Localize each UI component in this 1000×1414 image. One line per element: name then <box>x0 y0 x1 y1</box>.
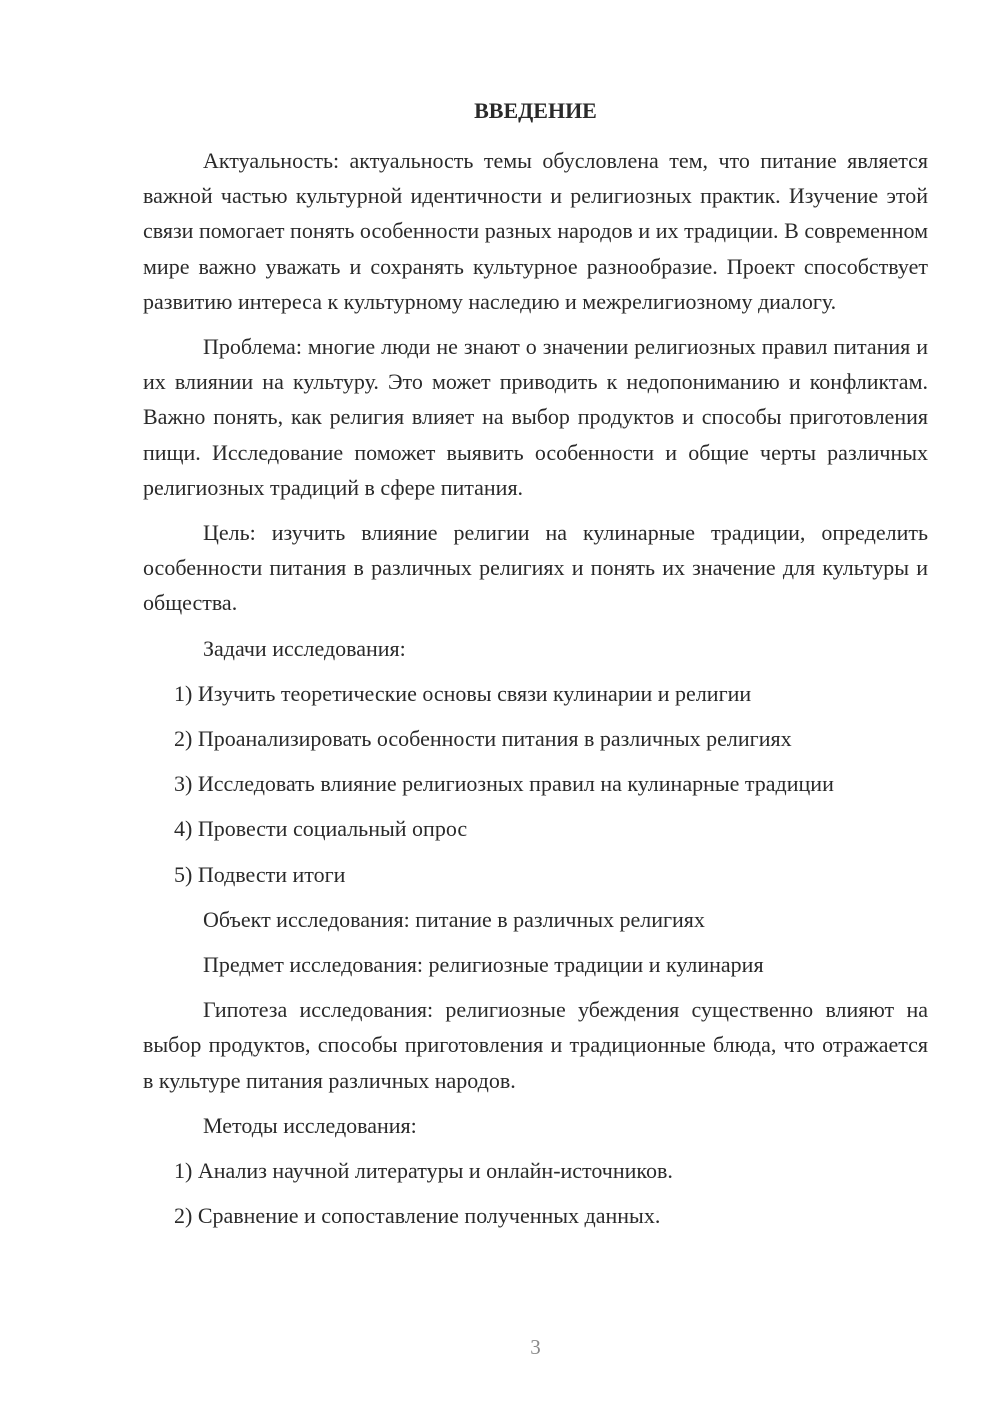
list-item: 1) Изучить теоретические основы связи кулинарии и религии <box>174 680 752 706</box>
goal-paragraph: Цель: изучить влияние религии на кулинарные традиции, определить особенности питания в различных религиях и понять их значение для культуры и общества. <box>143 520 928 616</box>
methods-list <box>143 1153 928 1233</box>
problem-paragraph: Проблема: многие люди не знают о значении религиозных правил питания и их влиянии на культуру. Это может приводить к недопониманию и конфликтам. Важно понять, как религия влияет на выбор продуктов и способы приготовления пищи. Исследование поможет выявить особенности и общие черты различных религиозных традиций в сфере питания. <box>143 334 928 500</box>
page-number: 3 <box>530 1335 541 1359</box>
research-object: Объект исследования: питание в различных религиях <box>203 906 705 932</box>
list-item: 2) Проанализировать особенности питания в различных религиях <box>174 726 792 752</box>
list-item: 2) Сравнение и сопоставление полученных данных. <box>174 1203 661 1229</box>
list-item: 4) Провести социальный опрос <box>174 816 468 842</box>
research-subject: Предмет исследования: религиозные традиции и кулинария <box>203 952 764 978</box>
list-item: 1) Анализ научной литературы и онлайн-источников. <box>174 1158 673 1184</box>
list-item: 3) Исследовать влияние религиозных правил на кулинарные традиции <box>174 771 834 797</box>
section-heading: ВВЕДЕНИЕ <box>474 98 597 123</box>
list-item: 5) Подвести итоги <box>174 861 346 887</box>
hypothesis-paragraph: Гипотеза исследования: религиозные убеждения существенно влияют на выбор продуктов, способы приготовления и традиционные блюда, что отражается в культуре питания различных народов. <box>143 997 928 1093</box>
tasks-heading: Задачи исследования: <box>203 635 406 661</box>
tasks-list <box>143 676 928 892</box>
methods-heading: Методы исследования: <box>203 1112 417 1138</box>
relevance-paragraph: Актуальность: актуальность темы обусловлена тем, что питание является важной частью культурной идентичности и религиозных практик. Изучение этой связи помогает понять особенности разных народов и их традиции. В современном мире важно уважать и сохранять культурное разнообразие. Проект способствует развитию интереса к культурному наследию и межрелигиозному диалогу. <box>143 148 928 314</box>
document-body <box>143 143 928 1243</box>
